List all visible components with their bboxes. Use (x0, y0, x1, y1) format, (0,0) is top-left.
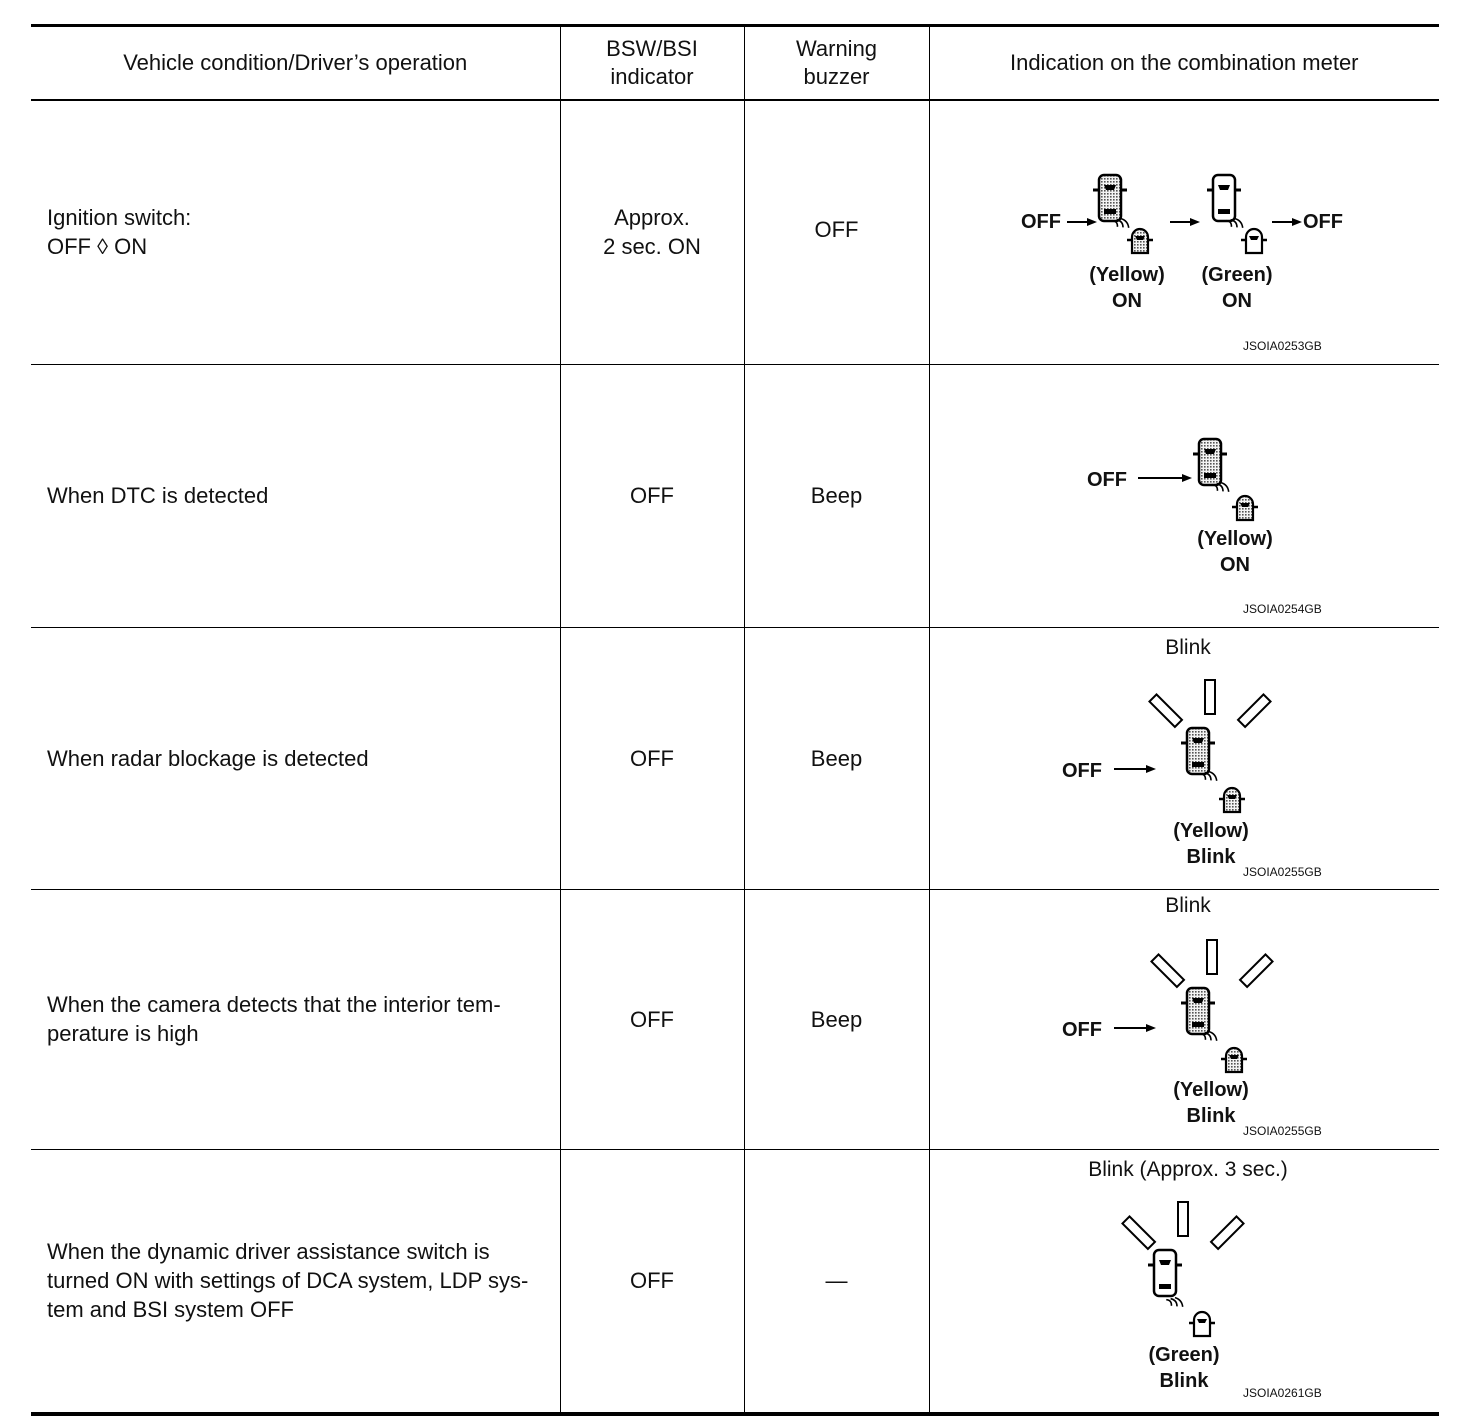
blink-label: Blink (1164, 893, 1211, 917)
header-meter: Indication on the combination meter (929, 26, 1439, 101)
color-label: (Yellow) (1172, 1078, 1249, 1101)
meter-diagram (930, 890, 1440, 1148)
color-label: (Green) (1147, 1343, 1220, 1366)
state-label: Blink (1159, 1369, 1208, 1392)
buzzer-cell: OFF (744, 100, 929, 364)
bsi-car-filled-icon (1181, 728, 1215, 774)
color-label: (Green) (1200, 264, 1273, 286)
bsi-car-outline-icon (1207, 175, 1241, 221)
bsi-car-filled-icon (1093, 175, 1127, 221)
bsi-car-small-filled-icon (1232, 496, 1258, 520)
header-buzzer: Warning buzzer (744, 26, 929, 101)
figure-code: JSOIA0253GB (1242, 339, 1322, 353)
off-label: OFF (1302, 211, 1343, 233)
table-header-row (31, 26, 1439, 101)
blink-label: Blink (1164, 635, 1211, 659)
bsi-car-outline-icon (1148, 1250, 1182, 1296)
condition-cell: When radar blockage is detected (31, 627, 560, 889)
state-label: Blink (1186, 845, 1235, 868)
table-row (31, 889, 1439, 1149)
bsi-car-filled-icon (1193, 439, 1227, 485)
indicator-cell: OFF (560, 1149, 744, 1414)
meter-figure-cell (929, 364, 1439, 627)
meter-diagram (930, 101, 1440, 363)
buzzer-cell: Beep (744, 627, 929, 889)
condition-cell: When DTC is detected (31, 364, 560, 627)
off-label: OFF (1020, 211, 1061, 233)
right-arrow-icon (1126, 1024, 1156, 1032)
meter-figure-cell (929, 100, 1439, 364)
right-arrow-icon (1126, 765, 1156, 773)
bsi-car-small-filled-icon (1219, 788, 1245, 812)
figure-code: JSOIA0255GB (1242, 864, 1322, 879)
right-arrow-icon (1272, 218, 1302, 226)
color-label: (Yellow) (1172, 819, 1249, 842)
buzzer-cell: Beep (744, 364, 929, 627)
off-label: OFF (1061, 1018, 1102, 1041)
state-label: ON (1221, 290, 1252, 312)
right-arrow-icon (1162, 474, 1192, 482)
meter-figure-cell (929, 627, 1439, 889)
meter-diagram (930, 1150, 1440, 1411)
right-arrow-icon (1067, 218, 1097, 226)
bsi-car-small-outline-icon (1189, 1312, 1215, 1336)
state-label: Blink (1186, 1104, 1235, 1127)
state-label: ON (1111, 290, 1142, 312)
figure-code: JSOIA0254GB (1242, 601, 1322, 616)
table-row (31, 1149, 1439, 1414)
indicator-cell: OFF (560, 889, 744, 1149)
color-label: (Yellow) (1088, 264, 1165, 286)
figure-code: JSOIA0255GB (1242, 1123, 1322, 1138)
blink-rays-icon (1151, 940, 1272, 987)
table-row (31, 364, 1439, 627)
indicator-cell: Approx. 2 sec. ON (560, 100, 744, 364)
blink-rays-icon (1122, 1202, 1243, 1249)
bsi-car-small-filled-icon (1127, 229, 1153, 253)
meter-figure-cell (929, 1149, 1439, 1414)
table-row (31, 100, 1439, 364)
figure-code: JSOIA0261GB (1242, 1385, 1322, 1400)
table-row (31, 627, 1439, 889)
buzzer-cell: — (744, 1149, 929, 1414)
indicator-cell: OFF (560, 627, 744, 889)
blink-label: Blink (Approx. 3 sec.) (1087, 1157, 1288, 1181)
bsi-car-small-filled-icon (1221, 1048, 1247, 1072)
condition-cell: Ignition switch: OFF ◊ ON (31, 100, 560, 364)
blink-rays-icon (1149, 680, 1270, 727)
off-label: OFF (1061, 759, 1102, 782)
header-indicator: BSW/BSI indicator (560, 26, 744, 101)
meter-figure-cell (929, 889, 1439, 1149)
color-label: (Yellow) (1196, 527, 1273, 550)
bsi-car-small-outline-icon (1241, 229, 1267, 253)
right-arrow-icon (1170, 218, 1200, 226)
condition-cell: When the camera detects that the interior tem- perature is high (31, 889, 560, 1149)
bsi-car-filled-icon (1181, 988, 1215, 1034)
indicator-cell: OFF (560, 364, 744, 627)
buzzer-cell: Beep (744, 889, 929, 1149)
header-condition: Vehicle condition/Driver’s operation (31, 26, 560, 101)
condition-cell: When the dynamic driver assistance switch is turned ON with settings of DCA system, LDP sys- tem and BSI system OFF (31, 1149, 560, 1414)
off-label: OFF (1086, 468, 1127, 491)
bsi-indication-table (31, 24, 1439, 1416)
meter-diagram (930, 628, 1440, 888)
state-label: ON (1219, 553, 1250, 576)
meter-diagram (930, 365, 1440, 626)
